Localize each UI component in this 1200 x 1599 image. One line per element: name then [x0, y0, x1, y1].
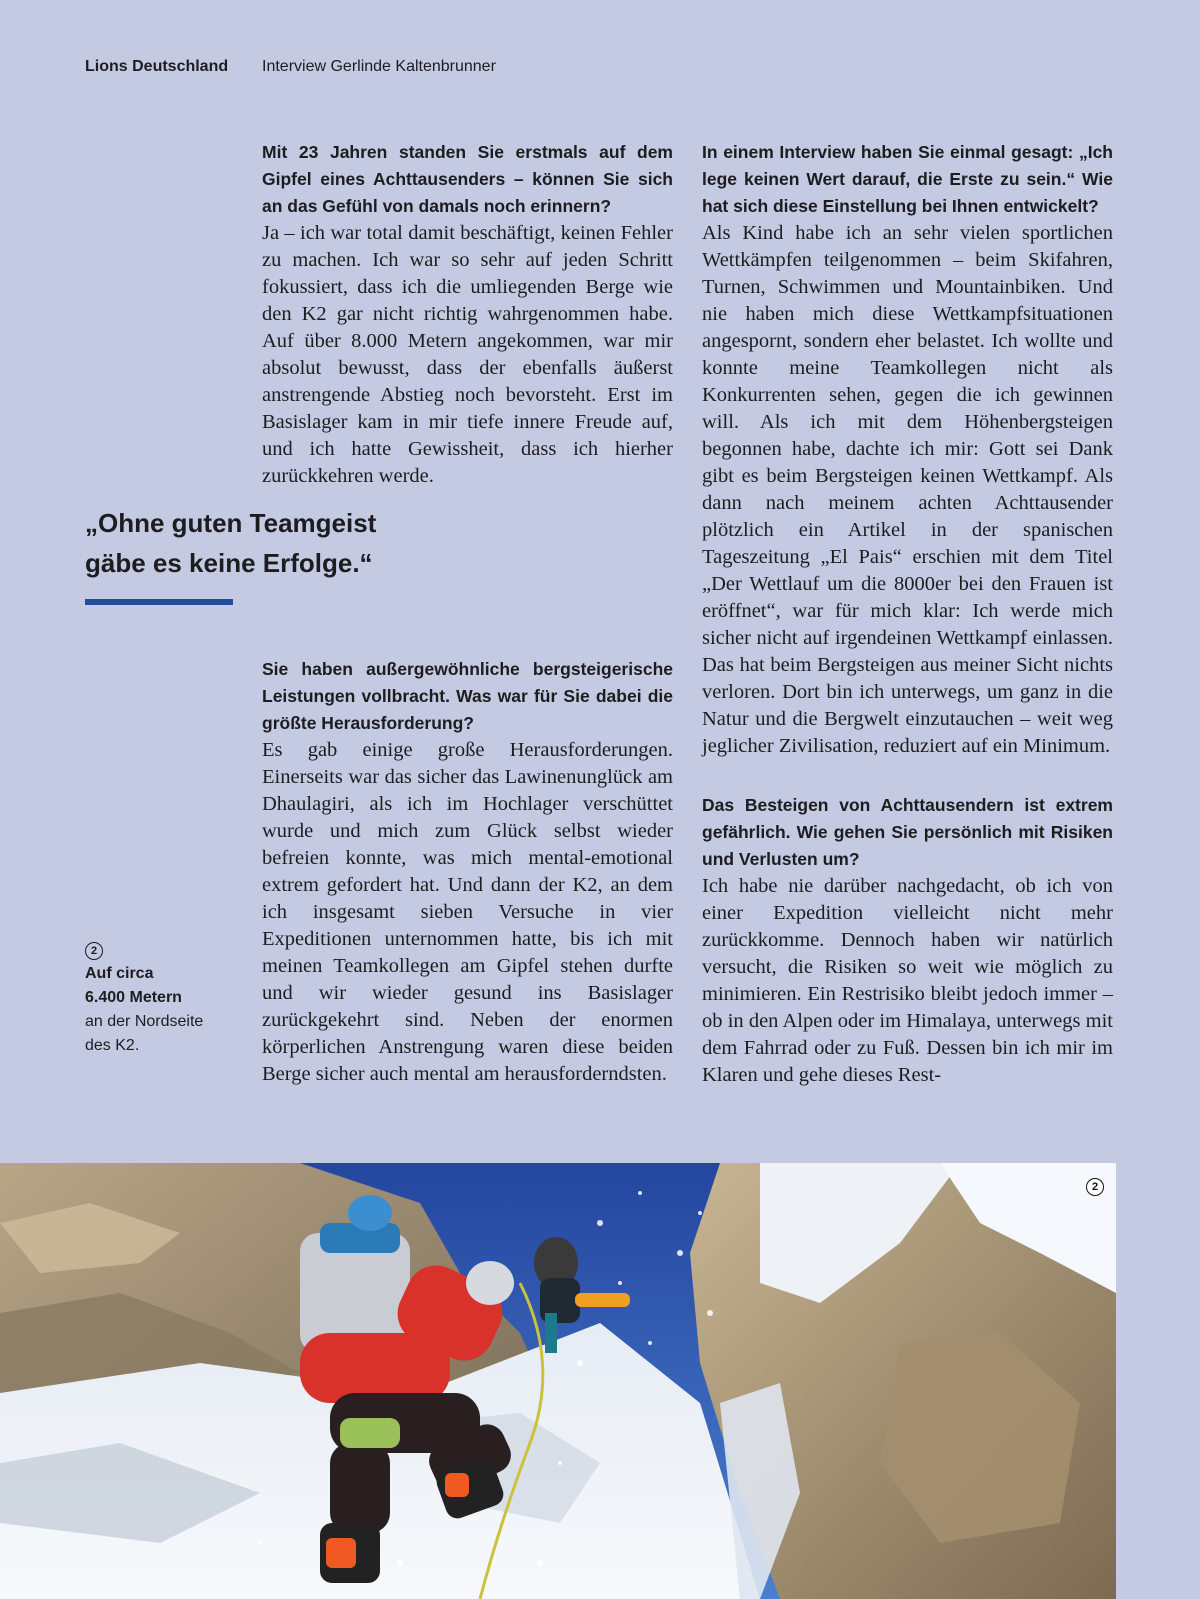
interview-question: In einem Interview haben Sie einmal gesagt: „Ich lege keinen Wert darauf, die Erste zu sein.“ Wie hat sich diese Einstellung bei Ihnen entwickelt? [702, 142, 1113, 216]
interview-block-2 [262, 656, 673, 1088]
interview-question: Mit 23 Jahren standen Sie erstmals auf dem Gipfel eines Achttausenders – können Sie sich an das Gefühl von damals noch erinnern? [262, 142, 673, 216]
pull-quote [85, 503, 415, 583]
caption-bold-line-1: Auf circa [85, 965, 154, 982]
interview-block-4 [702, 792, 1113, 1089]
caption-line-4: des K2. [85, 1037, 140, 1054]
photo-caption [85, 938, 245, 1058]
interview-answer: Es gab einige große Herausforderungen. Einerseits war das sicher das Lawinenunglück am Dhaulagiri, als ich im Hochlager verschüttet wurde und mich zum Glück selbst wieder befreien konnte, was mich mental-emotional extrem gefordert hat. Und dann der K2, an dem ich insgesamt sieben Versuche in vier Expeditionen unternommen hatte, bis ich mit meinen Teamkollegen am Gipfel stehen durfte und wir wieder gesund ins Basislager zurückgekehrt sind. Neben der enormen körperlichen Anstrengung waren diese beiden Berge sicher auch mental am herausforderndsten. [262, 739, 673, 1085]
interview-block-3 [702, 139, 1113, 760]
interview-question: Das Besteigen von Achttausendern ist extrem gefährlich. Wie gehen Sie persönlich mit Risiken und Verlusten um? [702, 795, 1113, 869]
interview-question: Sie haben außergewöhnliche bergsteigerische Leistungen vollbracht. Was war für Sie dabei die größte Herausforderung? [262, 659, 673, 733]
climbing-photo-illustration [0, 1163, 1116, 1599]
caption-bold-line-2: 6.400 Metern [85, 989, 182, 1006]
pull-quote-line-1: „Ohne guten Teamgeist [85, 508, 377, 538]
pull-quote-line-2: gäbe es keine Erfolge.“ [85, 548, 373, 578]
article-topic: Interview Gerlinde Kaltenbrunner [262, 58, 496, 75]
magazine-brand: Lions Deutschland [85, 58, 229, 75]
photo-number-badge: 2 [1086, 1178, 1104, 1196]
climbing-photo [0, 1163, 1116, 1599]
caption-line-3: an der Nordseite [85, 1013, 204, 1030]
interview-block-1 [262, 139, 673, 490]
caption-number-badge: 2 [85, 942, 103, 960]
pull-quote-accent-rule [85, 599, 233, 605]
interview-answer: Ja – ich war total damit beschäftigt, keinen Fehler zu machen. Ich war so sehr auf jeden Schritt fokussiert, dass ich die umliegenden Berge wie den K2 gar nicht richtig wahrgenommen habe. Auf über 8.000 Metern angekommen, war mir absolut bewusst, dass der ebenfalls äußerst anstrengende Abstieg noch bevorsteht. Erst im Basislager kam in mir tiefe innere Freude auf, und ich hatte Gewissheit, dass ich hierher zurückkehren werde. [262, 222, 673, 487]
interview-answer: Ich habe nie darüber nachgedacht, ob ich von einer Expedition vielleicht nicht mehr zurückkomme. Dennoch haben wir natürlich versucht, die Risiken so weit wie möglich zu minimieren. Ein Restrisiko bleibt jedoch immer – ob in den Alpen oder im Himalaya, unterwegs mit dem Fahrrad oder zu Fuß. Dessen bin ich mir im Klaren und gehe dieses Rest- [702, 875, 1113, 1086]
helmet [466, 1261, 514, 1305]
interview-answer: Als Kind habe ich an sehr vielen sportlichen Wettkämpfen teilgenommen – beim Skifahren, Turnen, Schwimmen und Mountainbiken. Und nie haben mich diese Wettkampfsituationen angespornt, sondern eher belastet. Ich wollte und konnte meine Teamkollegen nicht als Konkurrenten sehen, gegen die ich gewinnen will. Als ich mit dem Höhenbergsteigen begonnen habe, dachte ich mir: Gott sei Dank gibt es beim Bergsteigen keinen Wettkampf. Als dann nach meinem achten Achttausender plötzlich ein Artikel in der spanischen Tageszeitung „El Pais“ erschien mit dem Titel „Der Wettlauf um die 8000er bei den Frauen ist eröffnet“, war für mich klar: Ich werde mich sicher nicht auf irgendeinen Wettkampf einlassen. Das hat beim Bergsteigen aus meiner Sicht nichts verloren. Dort bin ich unterwegs, um ganz in die Natur und die Bergwelt einzutauchen – weit weg jeglicher Zivilisation, reduziert auf ein Minimum. [702, 222, 1113, 757]
